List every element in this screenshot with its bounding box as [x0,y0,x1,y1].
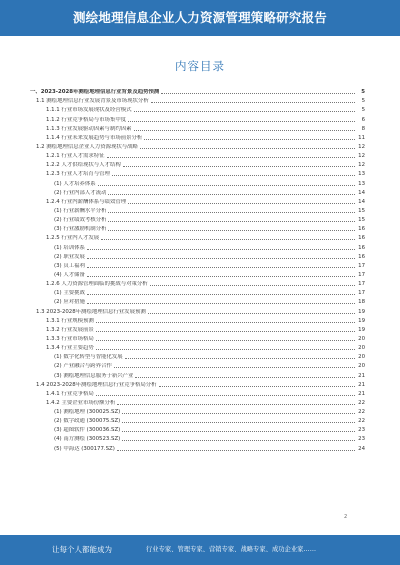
toc-entry-page: 11 [358,134,365,141]
toc-entry-page: 6 [361,116,365,123]
toc-leader-dots [125,357,355,359]
toc-leader-dots [96,348,355,350]
toc-entry[interactable] [30,223,365,232]
toc-leader-dots [135,376,355,378]
toc-entry[interactable] [30,296,365,305]
toc-entry-page: 23 [358,427,365,434]
toc-entry-label: 1.1.1 行业市场发展现状及经营模式 [46,107,132,114]
toc-entry-page: 13 [358,171,365,178]
toc-leader-dots [87,266,355,268]
toc-entry-label: (4) 南方测绘 (300523.SZ) [54,436,121,443]
toc-entry-label: (1) 测绘地理 (300025.SZ) [54,409,121,416]
toc-entry-label: 一、2023-2028年测绘地理信息行业背景及趋势预测 [30,89,160,96]
toc-leader-dots [144,138,355,140]
toc-entry[interactable] [30,86,365,95]
toc-entry-label: (3) 超图软件 (300036.SZ) [54,427,121,434]
toc-leader-dots [151,101,355,103]
toc-entry-page: 18 [358,299,365,306]
toc-entry-page: 17 [358,262,365,269]
toc-entry-label: 1.1.3 行业发展驱动因素与制约因素 [46,125,132,132]
toc-entry-page: 15 [358,207,365,214]
toc-entry-label: (2) 产业融合与跨界合作 [54,363,112,370]
toc-leader-dots [150,284,355,286]
toc-entry-label: 1.1.4 行业未来发展趋势与市场前景分析 [46,134,143,141]
toc-entry[interactable] [30,388,365,397]
toc-entry-label: 1.2 测绘地理信息企业人力资源现状与战略 [36,143,138,150]
toc-entry-page: 5 [361,89,365,96]
toc-entry-page: 22 [358,399,365,406]
toc-entry-page: 20 [358,363,365,370]
toc-entry-page: 16 [358,244,365,251]
toc-entry-label: 1.2.2 人才供给现状与人才结构 [46,162,121,169]
toc-entry[interactable] [30,113,365,122]
toc-leader-dots [98,184,355,186]
toc-entry-page: 17 [358,290,365,297]
toc-entry[interactable] [30,123,365,132]
toc-entry-label: (2) 职业发展 [54,253,85,260]
toc-entry[interactable] [30,324,365,333]
toc-leader-dots [161,92,355,94]
toc-entry[interactable] [30,260,365,269]
toc-entry-page: 17 [358,271,365,278]
toc-entry-label: 1.2.3 行业人才培育与管理 [46,171,110,178]
toc-entry[interactable] [30,187,365,196]
toc-entry-page: 21 [358,372,365,379]
toc-entry[interactable] [30,415,365,424]
toc-entry-label: 1.3.1 行业规模预测 [46,317,94,324]
toc-entry-page: 15 [358,217,365,224]
toc-entry[interactable] [30,168,365,177]
toc-entry-page: 20 [358,345,365,352]
toc-entry-label: (5) 中海达 (300177.SZ) [54,445,115,452]
toc-entry[interactable] [30,269,365,278]
toc-entry-page: 19 [358,317,365,324]
toc-entry-label: 1.2.6 人力资源管理面临的挑战与对策分析 [46,281,148,288]
toc-entry-label: 1.2.5 行业内人才发展 [46,235,100,242]
toc-leader-dots [134,129,355,131]
toc-entry-page: 12 [358,162,365,169]
toc-leader-dots [114,366,355,368]
toc-entry[interactable] [30,150,365,159]
toc-entry[interactable] [30,305,365,314]
toc-entry[interactable] [30,369,365,378]
toc-entry[interactable] [30,177,365,186]
toc-entry-label: (2) 行业绩效考核分析 [54,217,107,224]
toc-entry-page: 14 [358,198,365,205]
toc-entry-page: 19 [358,326,365,333]
toc-leader-dots [128,202,355,204]
toc-entry-label: 1.4.2 主要企业市场份额分析 [46,399,116,406]
toc-leader-dots [108,193,355,195]
toc-entry[interactable] [30,241,365,250]
toc-entry-page: 17 [358,281,365,288]
toc-entry-label: 1.4.1 行业竞争格局 [46,390,94,397]
toc-entry-page: 14 [358,189,365,196]
toc-heading: 内容目录 [175,59,225,73]
toc-entry-label: (4) 人才储备 [54,271,85,278]
toc-entry[interactable] [30,232,365,241]
toc-entry[interactable] [30,214,365,223]
toc-entry[interactable] [30,141,365,150]
toc-entry-label: (2) 行业内部人才流动 [54,189,107,196]
toc-leader-dots [96,339,355,341]
toc-entry[interactable] [30,315,365,324]
toc-entry-label: 1.3 2023-2028年测绘地理信息行业发展预测 [36,308,146,315]
toc-entry-label: (1) 人才培养体系 [54,180,96,187]
toc-leader-dots [87,257,355,259]
toc-entry-page: 16 [358,235,365,242]
toc-entry-page: 12 [358,153,365,160]
toc-entry[interactable] [30,104,365,113]
toc-entry[interactable] [30,159,365,168]
toc-leader-dots [122,412,355,414]
toc-leader-dots [96,321,355,323]
toc-entry[interactable] [30,278,365,287]
toc-entry[interactable] [30,205,365,214]
toc-entry-page: 12 [358,143,365,150]
report-title: 测绘地理信息企业人力资源管理策略研究报告 [72,10,327,25]
toc-leader-dots [107,156,355,158]
toc-leader-dots [96,330,355,332]
toc-entry-page: 24 [358,445,365,452]
toc-leader-dots [122,430,355,432]
toc-leader-dots [128,120,355,122]
toc-leader-dots [87,275,355,277]
toc-entry-page: 23 [358,436,365,443]
toc-leader-dots [134,110,355,112]
toc-entry-label: (3) 测绘地理信息服务于新兴产业 [54,372,134,379]
toc-entry[interactable] [30,287,365,296]
toc-entry-label: 1.2.1 行业人才需求特征 [46,153,105,160]
footer-slogan-left: 让每个人都能成为 [52,545,112,554]
toc-entry-label: (3) 员工福利 [54,262,85,269]
toc-entry-label: 1.3.2 行业发展前景 [46,326,94,333]
toc-entry-page: 21 [358,381,365,388]
page-number: 2 [344,514,348,520]
toc-entry-page: 5 [361,107,365,114]
toc-leader-dots [108,229,355,231]
toc-leader-dots [117,403,355,405]
toc-entry-label: 1.1.2 行业竞争格局与市场集中度 [46,116,127,123]
toc-entry[interactable] [30,251,365,260]
toc-entry-label: 1.3.4 行业主要趋势 [46,345,94,352]
toc-entry-page: 16 [358,253,365,260]
toc-entry-page: 22 [358,418,365,425]
toc-entry-page: 20 [358,354,365,361]
toc-entry-label: 1.4 2023-2028年测绘地理信息行业竞争格局分析 [36,381,157,388]
toc-leader-dots [101,238,355,240]
toc-entry-label: 1.3.3 行业市场格局 [46,335,94,342]
toc-leader-dots [108,211,355,213]
toc-entry-page: 13 [358,180,365,187]
toc-entry-page: 8 [361,125,365,132]
toc-entry[interactable] [30,397,365,406]
toc-leader-dots [159,385,355,387]
toc-entry[interactable] [30,132,365,141]
toc-entry-label: (2) 数字政通 (300075.SZ) [54,418,121,425]
toc-entry-label: (1) 培训体系 [54,244,85,251]
toc-entry-page: 20 [358,335,365,342]
toc-entry-label: 1.1 测绘地理信息行业发展背景及市场现状分析 [36,98,149,105]
toc-leader-dots [122,421,355,423]
footer-bar [0,535,400,565]
toc-leader-dots [123,165,355,167]
toc-entry[interactable] [30,333,365,342]
toc-leader-dots [87,293,355,295]
toc-entry-page: 22 [358,409,365,416]
toc-leader-dots [87,302,355,304]
header-bar [0,0,400,36]
toc-entry-label: (2) 应对措施 [54,299,85,306]
toc-entry[interactable] [30,360,365,369]
table-of-contents [30,86,365,452]
toc-leader-dots [117,449,355,451]
toc-leader-dots [140,147,355,149]
toc-entry-page: 21 [358,390,365,397]
toc-entry-label: (1) 主要挑战 [54,290,85,297]
toc-entry[interactable] [30,379,365,388]
toc-leader-dots [122,439,355,441]
toc-entry[interactable] [30,95,365,104]
toc-entry[interactable] [30,433,365,442]
toc-entry[interactable] [30,342,365,351]
toc-leader-dots [96,394,355,396]
toc-entry[interactable] [30,442,365,451]
toc-entry[interactable] [30,406,365,415]
toc-entry-label: (3) 行业激励机制分析 [54,226,107,233]
toc-entry[interactable] [30,351,365,360]
toc-entry-label: (1) 数字化转型与智能化发展 [54,354,123,361]
toc-entry[interactable] [30,424,365,433]
toc-entry-label: 1.2.4 行业内薪酬体系与绩效管理 [46,198,127,205]
footer-slogan-right: 行业专家、管理专家、营销专家、战略专家、成功企业家…… [146,546,317,553]
toc-entry-label: (1) 行业薪酬水平分析 [54,207,107,214]
toc-leader-dots [148,312,355,314]
toc-entry-page: 16 [358,226,365,233]
toc-leader-dots [87,248,355,250]
toc-leader-dots [108,220,355,222]
toc-leader-dots [112,174,355,176]
toc-entry-page: 19 [358,308,365,315]
toc-entry-page: 5 [361,98,365,105]
toc-entry[interactable] [30,196,365,205]
